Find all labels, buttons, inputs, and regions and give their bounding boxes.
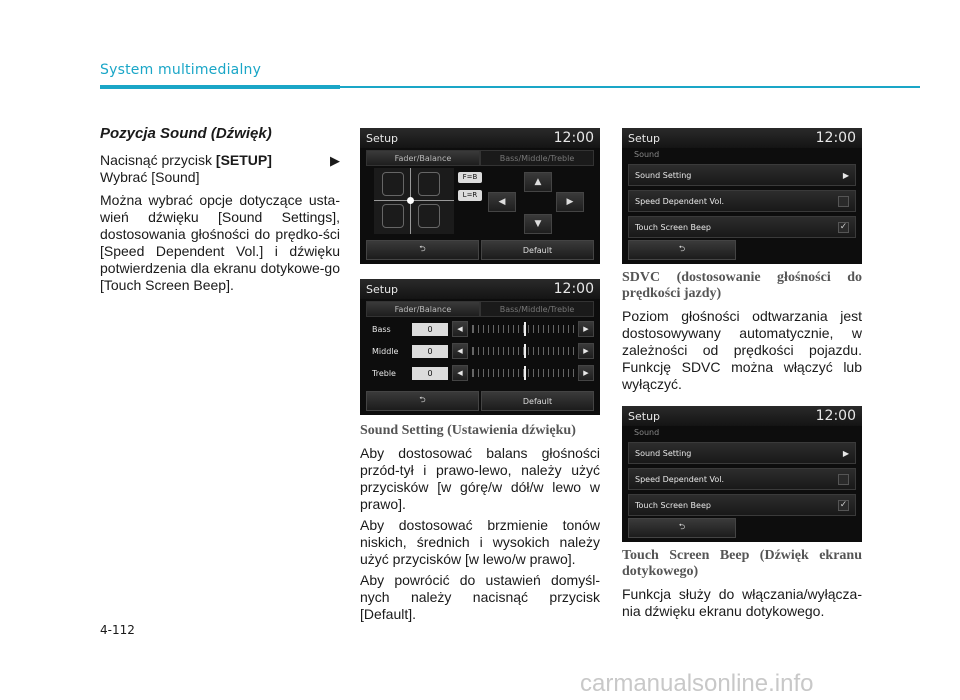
back-button[interactable]: ⮌ (628, 240, 736, 260)
default-button[interactable]: Default (481, 391, 594, 411)
fader-value: F=B (458, 172, 482, 183)
eq-label-middle: Middle (372, 346, 399, 356)
sdvc-text-block (622, 270, 862, 393)
middle-text-column (360, 423, 600, 623)
up-arrow-button[interactable]: ▲ (524, 172, 552, 192)
eq-value-bass: 0 (412, 323, 448, 336)
instruction-paragraph (100, 152, 340, 186)
menu-label: Touch Screen Beep (635, 500, 711, 510)
touch-beep-heading: Touch Screen Beep (Dźwięk ekranu dotykowego) (622, 548, 862, 579)
select-sound-text: Wybrać [Sound] (100, 169, 200, 185)
bass-slider[interactable] (472, 325, 574, 333)
page-number: 4-112 (100, 623, 135, 637)
treble-increase-button[interactable]: ▶ (578, 365, 594, 381)
screen-bass-middle-treble (360, 279, 600, 415)
screen-clock: 12:00 (553, 130, 594, 146)
chevron-right-icon: ▶ (842, 170, 849, 180)
arrow-right-icon: ▶ (330, 153, 340, 168)
instruction-text: Nacisnąć przycisk (100, 152, 216, 168)
bass-increase-button[interactable]: ▶ (578, 321, 594, 337)
screen-title: Setup (628, 409, 661, 423)
middle-increase-button[interactable]: ▶ (578, 343, 594, 359)
seat-layout-graphic (374, 168, 454, 234)
seat-icon (418, 204, 440, 228)
balance-point[interactable] (407, 197, 414, 204)
back-button[interactable]: ⮌ (366, 240, 479, 260)
seat-icon (382, 172, 404, 196)
eq-value-middle: 0 (412, 345, 448, 358)
tab-fader-balance[interactable]: Fader/Balance (366, 150, 480, 166)
treble-slider[interactable] (472, 369, 574, 377)
screen-title: Setup (628, 131, 661, 145)
sound-setting-heading: Sound Setting (Ustawienia dźwięku) (360, 423, 576, 438)
default-button[interactable]: Default (481, 240, 594, 260)
tab-bass-middle-treble[interactable]: Bass/Middle/Treble (480, 301, 594, 317)
middle-slider[interactable] (472, 347, 574, 355)
seat-icon (382, 204, 404, 228)
speed-vol-checkbox[interactable] (838, 474, 849, 485)
header-rule-thick (100, 85, 340, 89)
menu-sound-setting[interactable] (628, 442, 856, 464)
menu-touch-screen-beep[interactable] (628, 494, 856, 516)
section-heading: Pozycja Sound (Dźwięk) (100, 125, 272, 142)
middle-decrease-button[interactable]: ◀ (452, 343, 468, 359)
speed-vol-checkbox[interactable] (838, 196, 849, 207)
eq-label-treble: Treble (372, 368, 396, 378)
default-paragraph: Aby powrócić do ustawień domyśl-nych należy nacisnąć przycisk [Default]. (360, 572, 600, 622)
eq-label-bass: Bass (372, 324, 391, 334)
menu-touch-screen-beep[interactable] (628, 216, 856, 238)
treble-decrease-button[interactable]: ◀ (452, 365, 468, 381)
screen-sound-menu-beep (622, 406, 862, 542)
tab-fader-balance[interactable]: Fader/Balance (366, 301, 480, 317)
seat-icon (418, 172, 440, 196)
right-arrow-button[interactable]: ▶ (556, 192, 584, 212)
sound-submenu-label: Sound (634, 428, 660, 437)
screen-clock: 12:00 (815, 408, 856, 424)
back-button[interactable]: ⮌ (366, 391, 479, 411)
screen-clock: 12:00 (553, 281, 594, 297)
touch-beep-paragraph: Funkcja służy do włączania/wyłącza-nia dźwięku ekranu dotykowego. (622, 586, 862, 619)
eq-row-treble (366, 363, 594, 383)
screen-title: Setup (366, 282, 399, 296)
balance-value: L=R (458, 190, 482, 201)
touch-beep-checkbox[interactable]: ✓ (839, 499, 848, 510)
tone-paragraph: Aby dostosować brzmienie tonów niskich, średnich i wysokich należy użyć przycisków [w lewo/w prawo]. (360, 517, 600, 567)
menu-label: Sound Setting (635, 448, 692, 458)
eq-row-bass (366, 319, 594, 339)
chevron-right-icon: ▶ (842, 448, 849, 458)
menu-label: Touch Screen Beep (635, 222, 711, 232)
sound-submenu-label: Sound (634, 150, 660, 159)
section-title: System multimedialny (100, 62, 262, 78)
menu-sound-setting[interactable] (628, 164, 856, 186)
left-column (100, 125, 340, 300)
crosshair-horizontal (374, 200, 454, 201)
tab-bass-middle-treble[interactable]: Bass/Middle/Treble (480, 150, 594, 166)
screen-clock: 12:00 (815, 130, 856, 146)
balance-paragraph: Aby dostosować balans głośności przód-tył i prawo-lewo, należy użyć przycisków [w górę/w dół/w lewo w prawo]. (360, 445, 600, 512)
eq-row-middle (366, 341, 594, 361)
bass-decrease-button[interactable]: ◀ (452, 321, 468, 337)
screen-title: Setup (366, 131, 399, 145)
menu-label: Speed Dependent Vol. (635, 474, 725, 484)
eq-value-treble: 0 (412, 367, 448, 380)
back-button[interactable]: ⮌ (628, 518, 736, 538)
options-paragraph: Można wybrać opcje dotyczące usta-wień dźwięku [Sound Settings], dostosowania głośności do prędko-ści [Speed Dependent Vol.] i dźwięku potwierdzenia dla ekranu dotykowe-go [Touch Screen Beep]. (100, 192, 340, 293)
beep-text-block (622, 548, 862, 620)
watermark: carmanualsonline.info (580, 670, 814, 697)
down-arrow-button[interactable]: ▼ (524, 214, 552, 234)
screen-fader-balance (360, 128, 600, 264)
menu-speed-dependent-vol[interactable] (628, 468, 856, 490)
touch-beep-checkbox[interactable]: ✓ (839, 221, 848, 232)
menu-speed-dependent-vol[interactable] (628, 190, 856, 212)
menu-label: Speed Dependent Vol. (635, 196, 725, 206)
left-arrow-button[interactable]: ◀ (488, 192, 516, 212)
sdvc-paragraph: Poziom głośności odtwarzania jest dostosowywany automatycznie, w zależności od prędkości pojazdu. Funkcję SDVC można włączyć lub wyłączyć. (622, 308, 862, 392)
sdvc-heading: SDVC (dostosowanie głośności do prędkości jazdy) (622, 270, 862, 301)
menu-label: Sound Setting (635, 170, 692, 180)
header-rule-thin (340, 86, 920, 88)
setup-key-label: [SETUP] (215, 152, 272, 168)
screen-sound-menu (622, 128, 862, 264)
